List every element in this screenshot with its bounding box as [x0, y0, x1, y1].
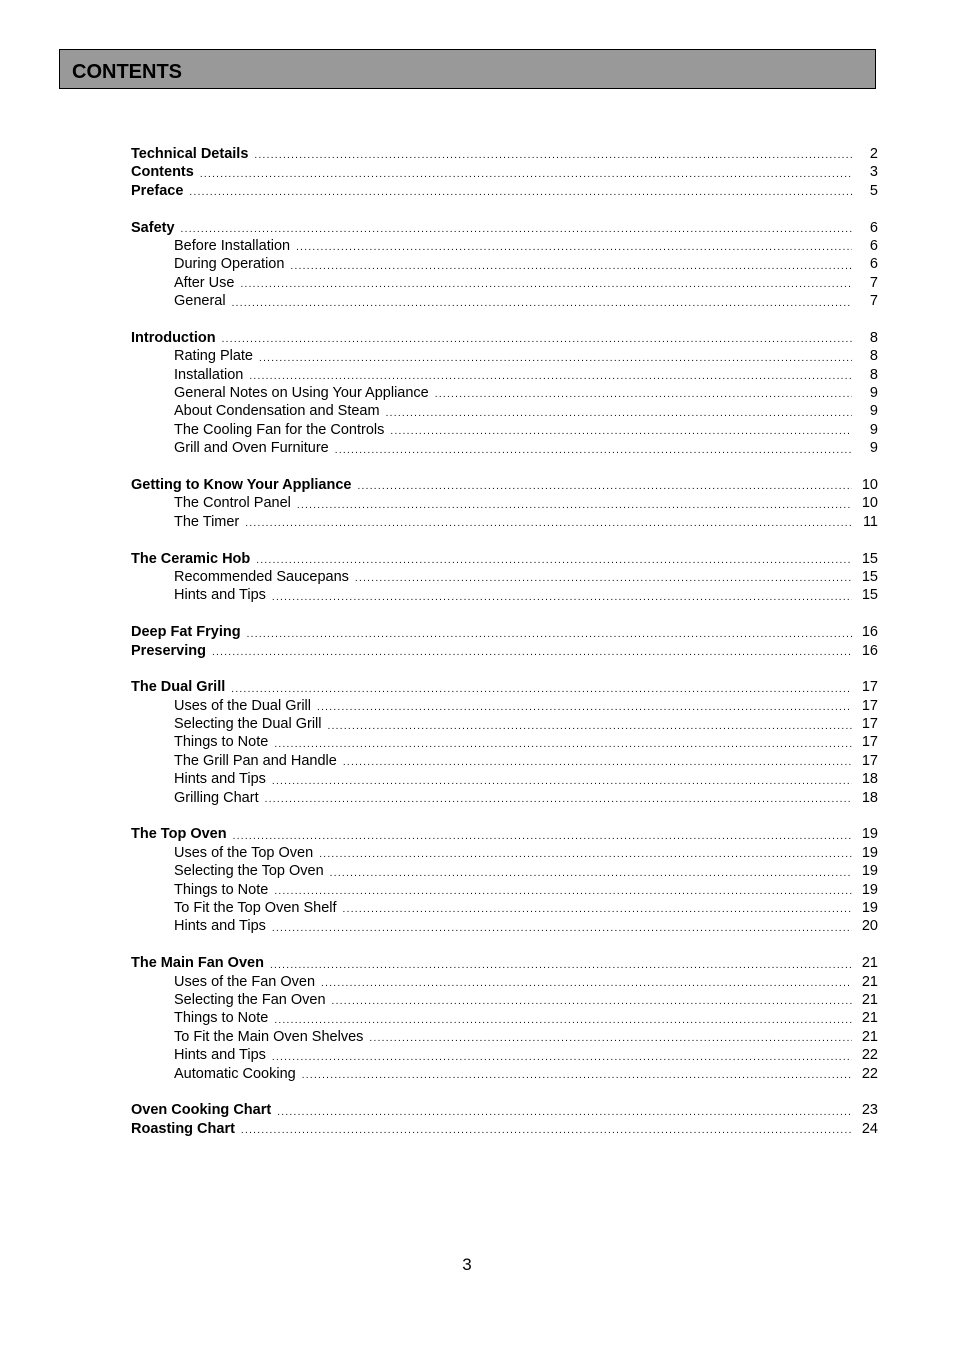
toc-subentry — [131, 899, 878, 917]
dot-leader — [272, 917, 852, 935]
toc-entry-label: Preface — [131, 182, 184, 199]
toc-subentry — [131, 917, 878, 935]
toc-subentry — [131, 568, 878, 586]
toc-entry-page: 9 — [869, 385, 878, 402]
toc-entry-page: 9 — [869, 403, 878, 420]
toc-subentry — [131, 752, 878, 770]
dot-leader — [332, 991, 852, 1009]
dot-leader — [272, 1046, 852, 1064]
toc-entry-label: The Timer — [174, 513, 240, 530]
dot-leader — [247, 623, 852, 641]
toc-entry — [131, 182, 878, 200]
toc-entry-label: The Ceramic Hob — [131, 550, 251, 567]
dot-leader — [259, 347, 852, 365]
dot-leader — [265, 789, 852, 807]
toc-entry-page: 8 — [869, 366, 878, 383]
dot-leader — [274, 734, 852, 752]
toc-entry-page: 24 — [861, 1120, 878, 1137]
toc-entry-page: 17 — [861, 679, 878, 696]
toc-entry-label: Selecting the Dual Grill — [174, 716, 322, 733]
toc-entry — [131, 329, 878, 347]
toc-subentry — [131, 1065, 878, 1083]
dot-leader — [321, 973, 852, 991]
toc-subentry — [131, 881, 878, 899]
toc-section — [131, 623, 878, 660]
toc-entry-page: 3 — [869, 164, 878, 181]
toc-entry — [131, 163, 878, 181]
dot-leader — [245, 513, 852, 531]
toc-entry-page: 17 — [861, 752, 878, 769]
dot-leader — [296, 237, 852, 255]
toc-entry-label: Things to Note — [174, 881, 269, 898]
dot-leader — [343, 899, 852, 917]
toc-entry-label: Getting to Know Your Appliance — [131, 477, 352, 494]
toc-entry-page: 16 — [861, 642, 878, 659]
dot-leader — [290, 255, 852, 273]
dot-leader — [355, 568, 852, 586]
toc-entry-label: About Condensation and Steam — [174, 403, 380, 420]
toc-entry-page: 15 — [861, 550, 878, 567]
toc-entry — [131, 145, 878, 163]
contents-header-bar — [59, 49, 876, 89]
toc-entry-page: 6 — [869, 219, 878, 236]
toc-entry-page: 16 — [861, 624, 878, 641]
dot-leader — [328, 715, 853, 733]
toc-entry-page: 19 — [861, 881, 878, 898]
toc-entry-page: 21 — [861, 973, 878, 990]
toc-subentry — [131, 697, 878, 715]
toc-entry-label: Automatic Cooking — [174, 1065, 296, 1082]
dot-leader — [222, 329, 852, 347]
toc-entry-label: Uses of the Fan Oven — [174, 973, 316, 990]
toc-section — [131, 219, 878, 311]
toc-entry-label: Uses of the Top Oven — [174, 844, 314, 861]
toc-entry-page: 6 — [869, 256, 878, 273]
dot-leader — [272, 586, 852, 604]
toc-subentry — [131, 1046, 878, 1064]
toc-entry-page: 15 — [861, 568, 878, 585]
toc-entry — [131, 476, 878, 494]
toc-subentry — [131, 402, 878, 420]
toc-entry-label: Before Installation — [174, 237, 291, 254]
toc-subentry — [131, 973, 878, 991]
dot-leader — [240, 274, 852, 292]
toc-entry-label: Selecting the Fan Oven — [174, 991, 326, 1008]
toc-entry-page: 19 — [861, 826, 878, 843]
toc-entry-label: Contents — [131, 164, 194, 181]
dot-leader — [254, 145, 852, 163]
toc-entry-page: 6 — [869, 237, 878, 254]
toc-entry-label: To Fit the Top Oven Shelf — [174, 900, 337, 916]
toc-entry-page: 5 — [869, 182, 878, 199]
dot-leader — [270, 954, 852, 972]
toc-section — [131, 825, 878, 935]
toc-entry-page: 8 — [869, 329, 878, 346]
toc-entry-page: 18 — [861, 771, 878, 788]
toc-subentry — [131, 439, 878, 457]
toc-subentry — [131, 421, 878, 439]
toc-entry-page: 21 — [861, 991, 878, 1008]
toc-subentry — [131, 494, 878, 512]
dot-leader — [200, 163, 852, 181]
toc-entry-page: 17 — [861, 697, 878, 714]
dot-leader — [181, 219, 852, 237]
toc-entry-page: 22 — [861, 1047, 878, 1064]
dot-leader — [435, 384, 852, 402]
toc-entry-page: 23 — [861, 1102, 878, 1119]
toc-entry-page: 21 — [861, 955, 878, 972]
toc-entry-page: 19 — [861, 844, 878, 861]
toc-entry-page: 15 — [861, 587, 878, 604]
dot-leader — [357, 476, 852, 494]
toc-section — [131, 145, 878, 200]
toc-subentry — [131, 366, 878, 384]
dot-leader — [231, 678, 852, 696]
toc-entry-label: The Top Oven — [131, 826, 227, 843]
table-of-contents — [131, 145, 878, 1156]
toc-entry-label: Hints and Tips — [174, 918, 266, 935]
toc-subentry — [131, 770, 878, 788]
toc-section — [131, 678, 878, 807]
dot-leader — [297, 494, 852, 512]
toc-entry-label: Grilling Chart — [174, 789, 259, 806]
page-number: 3 — [462, 1255, 472, 1274]
toc-subentry — [131, 734, 878, 752]
toc-entry-label: Technical Details — [131, 145, 249, 162]
toc-entry-label: During Operation — [174, 256, 285, 273]
toc-entry-label: General Notes on Using Your Appliance — [174, 385, 429, 402]
toc-subentry — [131, 384, 878, 402]
toc-entry-label: The Dual Grill — [131, 679, 226, 696]
dot-leader — [343, 752, 852, 770]
toc-subentry — [131, 347, 878, 365]
toc-entry-label: Things to Note — [174, 1010, 269, 1027]
toc-subentry — [131, 991, 878, 1009]
toc-entry — [131, 678, 878, 696]
toc-subentry — [131, 1028, 878, 1046]
toc-entry-page: 2 — [869, 145, 878, 162]
toc-entry — [131, 954, 878, 972]
toc-entry-label: General — [174, 293, 226, 310]
toc-section — [131, 954, 878, 1083]
dot-leader — [369, 1028, 852, 1046]
toc-entry — [131, 1120, 878, 1138]
dot-leader — [390, 421, 852, 439]
toc-entry-label: Safety — [131, 219, 175, 236]
toc-entry — [131, 550, 878, 568]
toc-subentry — [131, 586, 878, 604]
toc-entry-label: Roasting Chart — [131, 1120, 235, 1137]
dot-leader — [249, 366, 852, 384]
dot-leader — [319, 844, 852, 862]
toc-subentry — [131, 789, 878, 807]
toc-entry-page: 22 — [861, 1065, 878, 1082]
toc-entry-page: 7 — [869, 274, 878, 291]
toc-subentry — [131, 1009, 878, 1027]
toc-subentry — [131, 844, 878, 862]
toc-entry-page: 17 — [861, 734, 878, 751]
toc-entry-label: Rating Plate — [174, 348, 253, 365]
toc-entry-label: Hints and Tips — [174, 587, 266, 604]
toc-entry-page: 20 — [861, 918, 878, 935]
toc-section — [131, 550, 878, 605]
toc-entry-label: Installation — [174, 366, 244, 383]
toc-entry — [131, 642, 878, 660]
toc-entry — [131, 219, 878, 237]
toc-entry-label: Deep Fat Frying — [131, 624, 241, 641]
dot-leader — [274, 881, 852, 899]
dot-leader — [189, 182, 852, 200]
toc-entry-page: 9 — [869, 440, 878, 457]
dot-leader — [335, 439, 852, 457]
toc-entry-page: 9 — [869, 421, 878, 438]
toc-section — [131, 1101, 878, 1138]
toc-entry-page: 19 — [861, 900, 878, 916]
toc-entry-label: The Cooling Fan for the Controls — [174, 421, 385, 438]
toc-entry-label: Grill and Oven Furniture — [174, 440, 329, 457]
dot-leader — [330, 862, 852, 880]
toc-entry-page: 8 — [869, 348, 878, 365]
toc-subentry — [131, 715, 878, 733]
dot-leader — [274, 1009, 852, 1027]
dot-leader — [256, 550, 852, 568]
dot-leader — [232, 292, 852, 310]
toc-entry-page: 21 — [861, 1010, 878, 1027]
toc-entry-label: The Main Fan Oven — [131, 955, 264, 972]
toc-subentry — [131, 237, 878, 255]
toc-subentry — [131, 292, 878, 310]
toc-entry-label: Hints and Tips — [174, 771, 266, 788]
page-title: CONTENTS — [72, 61, 182, 83]
dot-leader — [302, 1065, 852, 1083]
toc-entry-label: Recommended Saucepans — [174, 568, 349, 585]
toc-entry-label: Oven Cooking Chart — [131, 1102, 272, 1119]
dot-leader — [317, 697, 852, 715]
toc-entry-label: Things to Note — [174, 734, 269, 751]
toc-entry-label: Hints and Tips — [174, 1047, 266, 1064]
toc-entry-page: 21 — [861, 1028, 878, 1045]
toc-entry-label: Selecting the Top Oven — [174, 863, 324, 880]
toc-entry-page: 17 — [861, 716, 878, 733]
toc-entry-page: 10 — [861, 495, 878, 512]
toc-entry-label: After Use — [174, 274, 235, 291]
toc-entry — [131, 623, 878, 641]
toc-entry-page: 11 — [862, 513, 878, 530]
toc-entry-page: 19 — [861, 863, 878, 880]
toc-entry — [131, 1101, 878, 1119]
dot-leader — [386, 402, 852, 420]
toc-entry-label: To Fit the Main Oven Shelves — [174, 1028, 364, 1045]
dot-leader — [233, 825, 852, 843]
toc-section — [131, 329, 878, 458]
toc-entry-label: Introduction — [131, 329, 216, 346]
dot-leader — [241, 1120, 852, 1138]
toc-entry — [131, 825, 878, 843]
dot-leader — [272, 770, 852, 788]
toc-entry-label: Uses of the Dual Grill — [174, 697, 311, 714]
toc-entry-label: Preserving — [131, 642, 206, 659]
toc-subentry — [131, 255, 878, 273]
toc-subentry — [131, 513, 878, 531]
toc-entry-label: The Control Panel — [174, 495, 291, 512]
toc-entry-label: The Grill Pan and Handle — [174, 752, 337, 769]
toc-entry-page: 18 — [861, 789, 878, 806]
toc-entry-page: 10 — [861, 477, 878, 494]
dot-leader — [212, 642, 852, 660]
dot-leader — [277, 1101, 852, 1119]
toc-subentry — [131, 862, 878, 880]
toc-subentry — [131, 274, 878, 292]
toc-section — [131, 476, 878, 531]
toc-entry-page: 7 — [869, 293, 878, 310]
